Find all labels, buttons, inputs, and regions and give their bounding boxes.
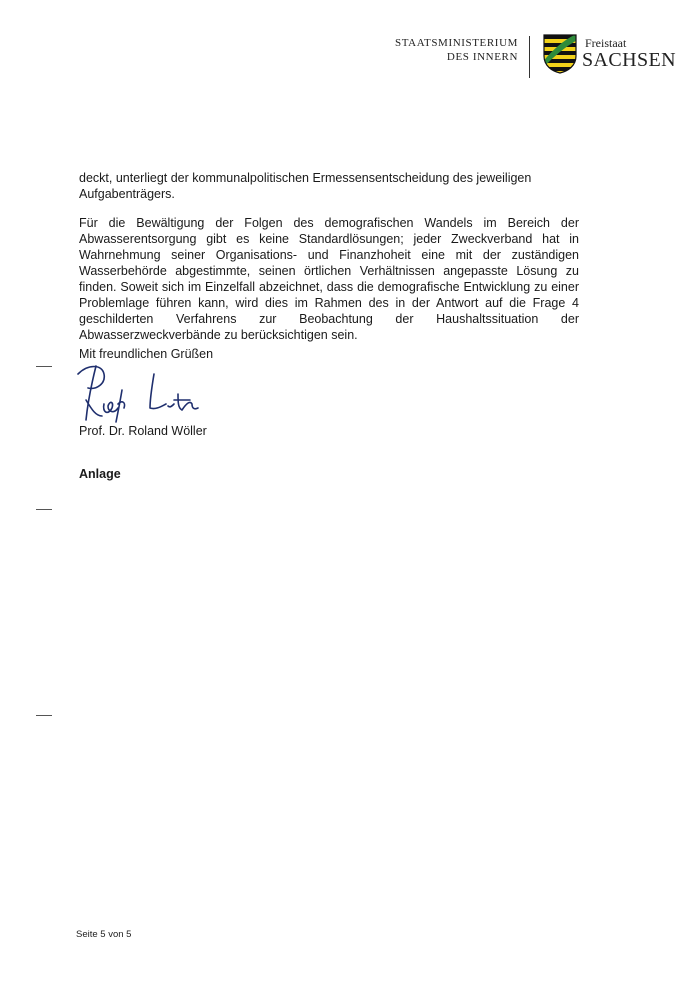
letterhead-divider: [529, 36, 530, 78]
ministry-name: [395, 36, 518, 64]
letter-body: [79, 170, 579, 343]
closing-greeting: Mit freundlichen Grüßen: [79, 347, 214, 361]
signer-name: Prof. Dr. Roland Wöller: [79, 424, 207, 438]
fold-mark-middle: [36, 509, 52, 510]
attachment-label: Anlage: [79, 467, 121, 481]
body-paragraph-1: deckt, unterliegt der kommunalpolitischen Ermessensentscheidung des jeweiligen Aufgabenträgers.: [79, 171, 532, 201]
ministry-line-2: DES INNERN: [446, 51, 518, 63]
body-paragraph-2: Für die Bewältigung der Folgen des demografischen Wandels im Bereich der Abwasserentsorgung gibt es keine Standardlösungen; jeder Zweckverband hat in Wahrnehmung seiner Organisations- und Finanzhoheit eine mit der zuständigen Wasserbehörde abgestimmte, seinen örtlichen Verhältnissen angepasste Lösung zu finden. Soweit sich im Einzelfall abzeichnet, dass die demografische Entwicklung zu einer Problemlage führen kann, wird dies im Rahmen des in der Antwort auf die Frage 4 geschilderten Verfahrens zur Beobachtung der Haushaltssituation der Abwasserzweckverbände zu berücksichtigen sein.: [79, 216, 579, 342]
state-label: Freistaat: [585, 36, 627, 50]
fold-mark-bottom: [36, 715, 52, 716]
letterhead: [0, 36, 700, 84]
handwritten-signature-icon: [66, 360, 206, 430]
saxony-coat-of-arms-icon: [543, 34, 577, 74]
fold-mark-top: [36, 366, 52, 367]
ministry-line-1: STAATSMINISTERIUM: [395, 37, 518, 49]
state-name: SACHSEN: [582, 49, 676, 71]
page-number: Seite 5 von 5: [76, 929, 132, 940]
